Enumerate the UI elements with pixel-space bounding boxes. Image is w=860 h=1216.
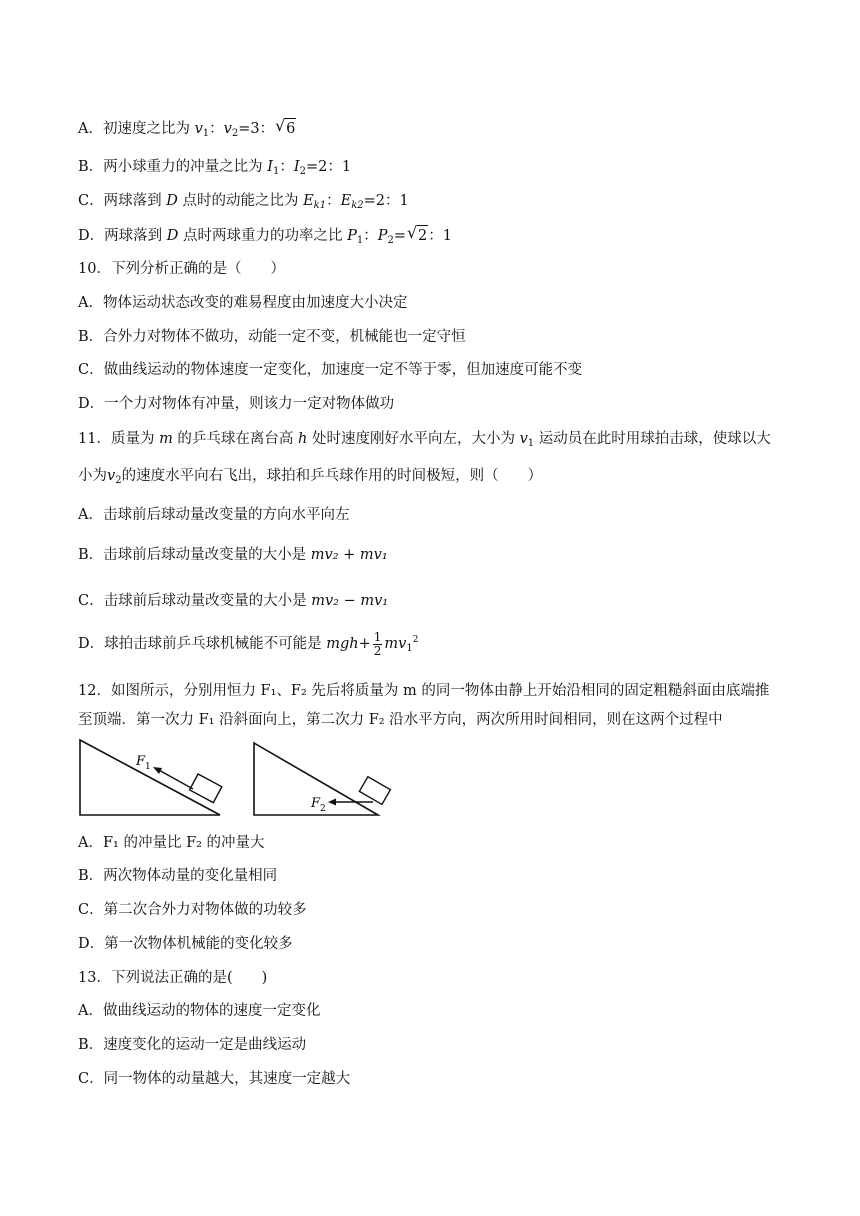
q9-option-a: A．初速度之比为 $v_1$：$v_2=3$：√ 6 — [78, 118, 296, 144]
q9-option-b: B．两小球重力的冲量之比为 $I_1$：$I_2=2$：1 — [78, 159, 352, 177]
q13-option-c: C．同一物体的动量越大，其速度一定越大 — [78, 1071, 351, 1087]
fraction: $\frac{1}{2}$ — [373, 629, 382, 658]
arrowhead-f1 — [153, 767, 162, 774]
label-f1-sub: 1 — [145, 762, 151, 772]
block-1 — [190, 774, 222, 803]
q10-option-d: D．一个力对物体有冲量，则该力一定对物体做功 — [78, 396, 395, 412]
q12-option-b: B．两次物体动量的变化量相同 — [78, 868, 278, 884]
sqrt-symbol: √ 2 — [406, 228, 428, 244]
sqrt-symbol: √ 6 — [274, 121, 296, 137]
incline-figure — [78, 735, 398, 819]
q13-option-a: A．做曲线运动的物体的速度一定变化 — [78, 1003, 321, 1019]
label-f2: F — [311, 796, 321, 811]
q13-stem: 13．下列说法正确的是( ) — [78, 970, 268, 986]
q10-stem: 10．下列分析正确的是（ ） — [78, 261, 285, 277]
incline-figure-2 — [254, 743, 390, 815]
q10-option-a: A．物体运动状态改变的难易程度由加速度大小决定 — [78, 295, 408, 311]
q10-option-c: C．做曲线运动的物体速度一定变化，加速度一定不等于零，但加速度可能不变 — [78, 362, 583, 378]
q9-option-c: C．两球落到 D 点时的动能之比为 $E_{k1}$：$E_{k2}=2$：1 — [78, 193, 409, 211]
q12-option-a: A．F₁ 的冲量比 F₂ 的冲量大 — [78, 835, 265, 851]
q12-stem-line2: 至顶端．第一次力 F₁ 沿斜面向上，第二次力 F₂ 沿水平方向，两次所用时间相同，则在这两个过程中 — [78, 712, 723, 728]
q9-option-d: D．两球落到 D 点时两球重力的功率之比 $P_1$：$P_2=√$ 2：1 — [78, 225, 452, 251]
incline-figure-1 — [80, 740, 222, 815]
arrowhead-f2 — [328, 799, 336, 806]
q11-option-a: A．击球前后球动量改变量的方向水平向左 — [78, 507, 350, 523]
q11-stem-line2: 小为$v_2$的速度水平向右飞出，球拍和乒乓球作用的时间极短，则（ ） — [78, 468, 543, 486]
q12-option-c: C．第二次合外力对物体做的功较多 — [78, 902, 307, 918]
q11-option-d: D．球拍击球前乒乓球机械能不可能是 mgh+ $\frac{1}{2}$ $mv_1^2$ — [78, 629, 419, 658]
q11-option-b: B．击球前后球动量改变量的大小是 mv₂ + mv₁ — [78, 547, 388, 563]
q11-option-c: C．击球前后球动量改变量的大小是 mv₂ − mv₁ — [78, 593, 389, 609]
q13-option-b: B．速度变化的运动一定是曲线运动 — [78, 1037, 307, 1053]
q12-stem-line1: 12．如图所示，分别用恒力 F₁、F₂ 先后将质量为 m 的同一物体由静上开始沿相同的固定粗糙斜面由底端推 — [78, 683, 770, 699]
q12-option-d: D．第一次物体机械能的变化较多 — [78, 936, 293, 952]
force-arrow-f1 — [157, 769, 193, 789]
label-f1: F — [136, 754, 146, 769]
q11-stem-line1: 11．质量为 m 的乒乓球在离台高 h 处时速度刚好水平向左，大小为 $v_1$ 运动员在此时用球拍击球，使球以大 — [78, 431, 771, 449]
q10-option-b: B．合外力对物体不做功，动能一定不变，机械能也一定守恒 — [78, 329, 466, 345]
label-f2-sub: 2 — [320, 804, 326, 814]
block-2 — [359, 777, 390, 805]
